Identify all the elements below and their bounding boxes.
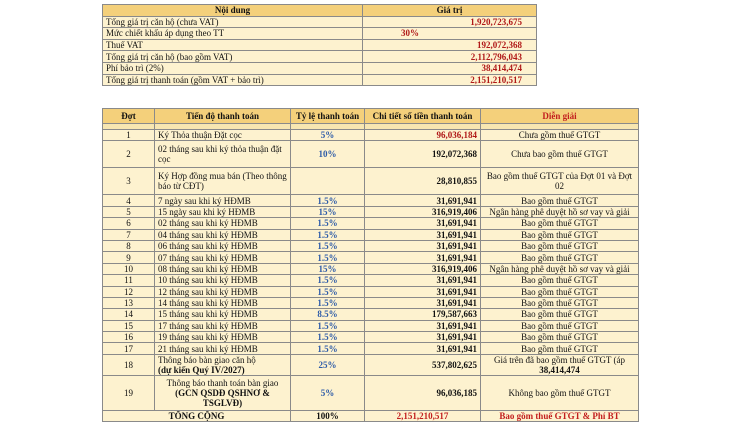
note-line: Giá trên đã bao gồm thuế GTGT (áp	[493, 354, 626, 365]
progress-cell[interactable]: 08 tháng sau khi ký HĐMB	[155, 263, 291, 274]
progress-line: Thông báo bàn giao căn hộ	[158, 354, 256, 365]
amount-cell[interactable]: 31,691,941	[365, 286, 481, 297]
schedule-row	[103, 297, 639, 308]
progress-cell[interactable]: 19 tháng sau khi ký HĐMB	[155, 332, 291, 343]
note-cell[interactable]: Bao gồm thuế GTGT	[481, 332, 639, 343]
summary-value[interactable]: 38,414,474	[363, 62, 537, 74]
schedule-row	[103, 375, 639, 410]
progress-cell[interactable]: 02 tháng sau khi ký HĐMB	[155, 218, 291, 229]
note-cell[interactable]: Bao gồm thuế GTGT	[481, 309, 639, 320]
stage-cell[interactable]: 8	[103, 240, 155, 251]
payment-schedule-table	[102, 108, 639, 422]
progress-cell[interactable]: 15 tháng sau khi ký HĐMB	[155, 309, 291, 320]
note-cell[interactable]: Bao gồm thuế GTGT	[481, 218, 639, 229]
amount-cell[interactable]: 192,072,368	[365, 141, 481, 168]
total-note[interactable]: Bao gồm thuế GTGT & Phí BT	[481, 410, 639, 421]
schedule-header-row	[103, 109, 639, 124]
schedule-row	[103, 141, 639, 168]
progress-cell[interactable]: Ký Hợp đồng mua bán (Theo thông báo từ CĐT)	[155, 168, 291, 195]
summary-row	[103, 16, 537, 28]
stage-cell[interactable]: 3	[103, 168, 155, 195]
stage-cell[interactable]: 17	[103, 343, 155, 354]
stage-cell[interactable]: 5	[103, 206, 155, 217]
header-stage[interactable]: Đợt	[103, 109, 155, 124]
summary-label[interactable]: Thuế VAT	[103, 39, 363, 51]
schedule-row	[103, 130, 639, 141]
amount-cell[interactable]: 96,036,185	[365, 375, 481, 410]
summary-value[interactable]: 1,920,723,675	[363, 16, 537, 28]
progress-cell[interactable]: 07 tháng sau khi ký HĐMB	[155, 252, 291, 263]
schedule-row	[103, 332, 639, 343]
summary-label[interactable]: Tổng giá trị căn hộ (chưa VAT)	[103, 16, 363, 28]
progress-cell[interactable]: 02 tháng sau khi ký thỏa thuận đặt cọc	[155, 141, 291, 168]
stage-cell[interactable]: 7	[103, 229, 155, 240]
rate-cell[interactable]: 15%	[291, 206, 365, 217]
rate-cell[interactable]: 1.5%	[291, 286, 365, 297]
rate-cell[interactable]: 10%	[291, 141, 365, 168]
stage-cell[interactable]: 11	[103, 275, 155, 286]
stage-cell[interactable]: 6	[103, 218, 155, 229]
rate-cell[interactable]: 1.5%	[291, 229, 365, 240]
stage-cell[interactable]: 16	[103, 332, 155, 343]
summary-value[interactable]: 192,072,368	[363, 39, 537, 51]
note-cell[interactable]: Không bao gồm thuế GTGT	[481, 375, 639, 410]
progress-cell[interactable]: 04 tháng sau khi ký HĐMB	[155, 229, 291, 240]
progress-cell[interactable]: 17 tháng sau khi ký HĐMB	[155, 320, 291, 331]
total-rate[interactable]: 100%	[291, 410, 365, 421]
note-cell[interactable]: Bao gồm thuế GTGT	[481, 297, 639, 308]
note-cell[interactable]: Bao gồm thuế GTGT	[481, 229, 639, 240]
stage-cell[interactable]: 19	[103, 375, 155, 410]
note-cell[interactable]	[481, 354, 639, 375]
progress-cell[interactable]: 14 tháng sau khi ký HĐMB	[155, 297, 291, 308]
amount-cell[interactable]: 31,691,941	[365, 332, 481, 343]
amount-cell[interactable]: 96,036,184	[365, 130, 481, 141]
stage-cell[interactable]: 9	[103, 252, 155, 263]
schedule-row	[103, 320, 639, 331]
rate-cell[interactable]: 15%	[291, 263, 365, 274]
note-cell[interactable]: Bao gồm thuế GTGT	[481, 286, 639, 297]
amount-cell[interactable]: 316,919,406	[365, 206, 481, 217]
schedule-row	[103, 343, 639, 354]
summary-value[interactable]: 30%	[363, 28, 537, 40]
rate-cell[interactable]: 1.5%	[291, 297, 365, 308]
progress-cell[interactable]: 10 tháng sau khi ký HĐMB	[155, 275, 291, 286]
total-row	[103, 410, 639, 421]
rate-cell[interactable]: 1.5%	[291, 195, 365, 206]
progress-cell[interactable]: 21 tháng sau khi ký HĐMB	[155, 343, 291, 354]
rate-cell[interactable]: 1.5%	[291, 240, 365, 251]
summary-header-content[interactable]: Nội dung	[103, 5, 363, 17]
total-amount[interactable]: 2,151,210,517	[365, 410, 481, 421]
rate-cell[interactable]: 25%	[291, 354, 365, 375]
note-line: 38,414,474	[539, 364, 580, 375]
amount-cell[interactable]: 31,691,941	[365, 252, 481, 263]
amount-cell[interactable]: 31,691,941	[365, 343, 481, 354]
rate-cell[interactable]: 1.5%	[291, 218, 365, 229]
summary-header-value[interactable]: Giá trị	[363, 5, 537, 17]
rate-cell[interactable]	[291, 168, 365, 195]
schedule-row	[103, 354, 639, 375]
amount-cell[interactable]: 316,919,406	[365, 263, 481, 274]
progress-line: (dự kiến Quý IV/2027)	[158, 364, 245, 375]
rate-cell[interactable]: 8.5%	[291, 309, 365, 320]
note-cell[interactable]: Bao gồm thuế GTGT	[481, 343, 639, 354]
summary-row	[103, 51, 537, 63]
stage-cell[interactable]: 2	[103, 141, 155, 168]
amount-cell[interactable]: 31,691,941	[365, 229, 481, 240]
progress-cell[interactable]	[155, 354, 291, 375]
header-detail[interactable]: Chi tiết số tiền thanh toán	[365, 109, 481, 124]
summary-row	[103, 28, 537, 40]
schedule-row	[103, 229, 639, 240]
stage-cell[interactable]: 14	[103, 309, 155, 320]
spreadsheet	[102, 0, 638, 420]
note-cell[interactable]: Chưa bao gồm thuế GTGT	[481, 141, 639, 168]
rate-cell[interactable]: 5%	[291, 130, 365, 141]
rate-cell[interactable]: 1.5%	[291, 332, 365, 343]
progress-cell[interactable]: 12 tháng sau khi ký HĐMB	[155, 286, 291, 297]
rate-cell[interactable]: 5%	[291, 375, 365, 410]
summary-row	[103, 62, 537, 74]
note-cell[interactable]: Chưa gồm thuế GTGT	[481, 130, 639, 141]
summary-header-row	[103, 5, 537, 17]
progress-cell[interactable]: Ký Thỏa thuận Đặt cọc	[155, 130, 291, 141]
header-note[interactable]: Diễn giải	[481, 109, 639, 124]
stage-cell[interactable]: 4	[103, 195, 155, 206]
note-cell[interactable]: Ngân hàng phê duyệt hồ sơ vay và giải	[481, 206, 639, 217]
schedule-row	[103, 206, 639, 217]
summary-label[interactable]: Phí bảo trì (2%)	[103, 62, 363, 74]
note-cell[interactable]: Bao gồm thuế GTGT	[481, 320, 639, 331]
note-cell[interactable]: Bao gồm thuế GTGT	[481, 240, 639, 251]
progress-line: Thông báo thanh toán bàn giao	[166, 377, 279, 388]
header-rate[interactable]: Tỷ lệ thanh toán	[291, 109, 365, 124]
amount-cell[interactable]: 31,691,941	[365, 275, 481, 286]
rate-cell[interactable]: 1.5%	[291, 320, 365, 331]
summary-label[interactable]: Tổng giá trị thanh toán (gồm VAT + bảo trì)	[103, 74, 363, 86]
stage-cell[interactable]: 10	[103, 263, 155, 274]
schedule-row	[103, 218, 639, 229]
rate-cell[interactable]: 1.5%	[291, 275, 365, 286]
amount-cell[interactable]: 31,691,941	[365, 218, 481, 229]
summary-row	[103, 74, 537, 86]
note-cell[interactable]: Bao gồm thuế GTGT của Đợt 01 và Đợt 02	[481, 168, 639, 195]
progress-cell[interactable]: 06 tháng sau khi ký HĐMB	[155, 240, 291, 251]
note-cell[interactable]: Bao gồm thuế GTGT	[481, 252, 639, 263]
amount-cell[interactable]: 31,691,941	[365, 195, 481, 206]
progress-cell[interactable]: 15 ngày sau khi ký HĐMB	[155, 206, 291, 217]
header-progress[interactable]: Tiến độ thanh toán	[155, 109, 291, 124]
amount-cell[interactable]: 179,587,663	[365, 309, 481, 320]
progress-cell[interactable]	[155, 375, 291, 410]
stage-cell[interactable]: 12	[103, 286, 155, 297]
summary-row	[103, 39, 537, 51]
schedule-row	[103, 309, 639, 320]
amount-cell[interactable]: 31,691,941	[365, 297, 481, 308]
rate-cell[interactable]: 1.5%	[291, 252, 365, 263]
stage-cell[interactable]: 13	[103, 297, 155, 308]
progress-line: (GCN QSDĐ QSHNƠ &	[175, 387, 270, 398]
note-cell[interactable]: Ngân hàng phê duyệt hồ sơ vay và giải	[481, 263, 639, 274]
amount-cell[interactable]: 31,691,941	[365, 320, 481, 331]
schedule-row	[103, 286, 639, 297]
schedule-row	[103, 252, 639, 263]
summary-label[interactable]: Mức chiết khấu áp dụng theo TT	[103, 28, 363, 40]
summary-table	[102, 4, 537, 86]
amount-cell[interactable]: 31,691,941	[365, 240, 481, 251]
amount-cell[interactable]: 537,802,625	[365, 354, 481, 375]
progress-line: TSGLVĐ)	[202, 397, 243, 408]
summary-value[interactable]: 2,151,210,517	[363, 74, 537, 86]
amount-cell[interactable]: 28,810,855	[365, 168, 481, 195]
rate-cell[interactable]: 1.5%	[291, 343, 365, 354]
schedule-row	[103, 263, 639, 274]
schedule-row	[103, 168, 639, 195]
total-label[interactable]: TỔNG CỘNG	[103, 410, 291, 421]
schedule-row	[103, 240, 639, 251]
progress-cell[interactable]: 7 ngày sau khi ký HĐMB	[155, 195, 291, 206]
stage-cell[interactable]: 1	[103, 130, 155, 141]
note-cell[interactable]: Bao gồm thuế GTGT	[481, 195, 639, 206]
summary-value[interactable]: 2,112,796,043	[363, 51, 537, 63]
schedule-row	[103, 275, 639, 286]
note-cell[interactable]: Bao gồm thuế GTGT	[481, 275, 639, 286]
summary-label[interactable]: Tổng giá trị căn hộ (bao gồm VAT)	[103, 51, 363, 63]
schedule-row	[103, 195, 639, 206]
stage-cell[interactable]: 15	[103, 320, 155, 331]
stage-cell[interactable]: 18	[103, 354, 155, 375]
